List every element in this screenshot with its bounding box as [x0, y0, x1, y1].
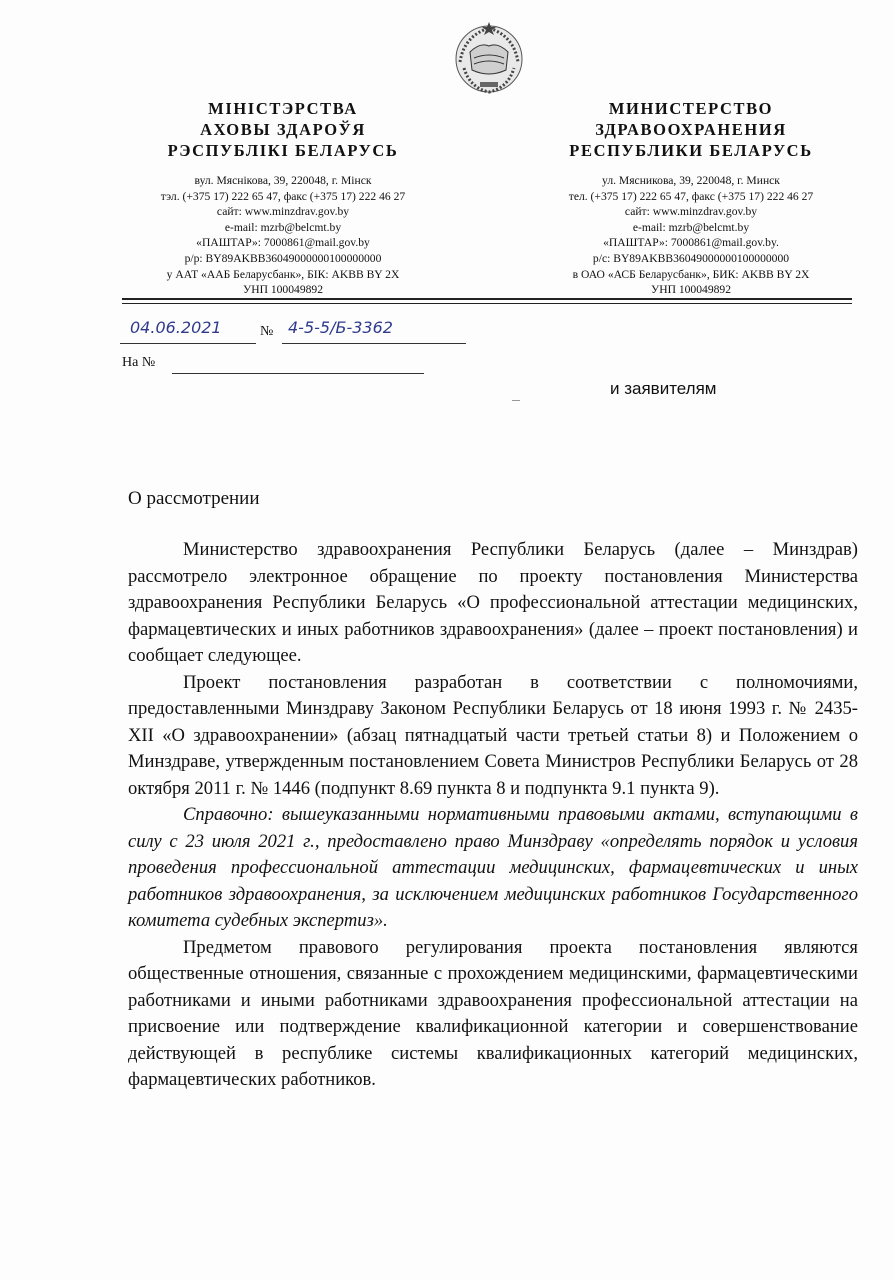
contact-line: «ПАШТАР»: 7000861@mail.gov.by.: [603, 236, 779, 250]
state-emblem-icon: [450, 18, 528, 96]
scan-speck: [512, 400, 520, 401]
org-line: АХОВЫ ЗДАРОЎЯ: [200, 120, 366, 139]
header-russian: [526, 98, 856, 298]
contact-line: сайт: www.minzdrav.gov.by: [624, 205, 758, 219]
org-line: МІНІСТЭРСТВА: [208, 99, 358, 118]
contact-line: у ААТ «ААБ Беларусбанк», БІК: AKBB BY 2X: [166, 267, 400, 281]
letter-body: [128, 537, 858, 1094]
contact-line: р/р: BY89AKBB36049000000100000000: [184, 251, 382, 265]
paragraph-reference: Справочно: вышеуказанными нормативными правовыми актами, вступающими в силу с 23 июля 2021 г., предоставлено право Минздраву «определять порядок и условия проведения профессиональной аттестации медицинских, фармацевтических и иных работников здравоохранения, за исключением медицинских работников Государственного комитета судебных экспертиз».: [128, 804, 858, 931]
org-line: РЕСПУБЛИКИ БЕЛАРУСЬ: [569, 141, 813, 160]
header-belarusian: [118, 98, 448, 298]
reply-to-underline: [172, 373, 424, 374]
date-underline: [120, 343, 256, 344]
contact-line: тел. (+375 17) 222 65 47, факс (+375 17) 222 46 27: [568, 189, 814, 203]
reply-to-label: На №: [122, 355, 156, 370]
contact-line: тэл. (+375 17) 222 65 47, факс (+375 17) 222 46 27: [160, 189, 406, 203]
paragraph: Проект постановления разработан в соответствии с полномочиями, предоставленными Минздраву Законом Республики Беларусь от 18 июня 1993 г. № 2435-XII «О здравоохранении» (абзац пятнадцатый части третьей статьи 8) и Положением о Минздраве, утвержденным постановлением Совета Министров Республики Беларусь от 28 октября 2011 г. № 1446 (подпункт 8.69 пункта 8 и подпункта 9.1 пункта 9).: [128, 671, 858, 799]
contacts-be: [118, 173, 448, 298]
org-name-ru: [526, 98, 856, 161]
paragraph: Предметом правового регулирования проекта постановления являются общественные отношения, связанные с прохождением медицинскими, фармацевтическими работниками и иными работниками здравоохранения профессиональной аттестации на присвоение или подтверждение квалификационной категории и совершенствование действующей в республике системы квалификационных категорий медицинских, фармацевтических работников.: [128, 936, 858, 1090]
org-line: ЗДРАВООХРАНЕНИЯ: [595, 120, 787, 139]
registration-number: 4-5-5/Б-3362: [288, 318, 393, 337]
subject-line: О рассмотрении: [128, 488, 260, 509]
contact-line: в ОАО «АСБ Беларусбанк», БИК: AKBB BY 2X: [572, 267, 810, 281]
addressee: и заявителям: [610, 379, 717, 398]
contact-line: «ПАШТАР»: 7000861@mail.gov.by: [196, 236, 370, 250]
contact-line: ул. Мясникова, 39, 220048, г. Минск: [602, 174, 780, 187]
org-name-be: [118, 98, 448, 161]
contact-line: e-mail: mzrb@belcmt.by: [632, 220, 750, 234]
contact-line: сайт: www.minzdrav.gov.by: [216, 205, 350, 219]
header-divider: [122, 298, 852, 300]
header-divider-thin: [122, 303, 852, 304]
number-underline: [282, 343, 466, 344]
contact-line: УНП 100049892: [242, 283, 324, 297]
contact-line: e-mail: mzrb@belcmt.by: [224, 220, 342, 234]
org-line: МИНИСТЕРСТВО: [608, 99, 774, 118]
contact-line: вул. Мяснікова, 39, 220048, г. Мінск: [194, 174, 372, 187]
registration-date: 04.06.2021: [130, 318, 222, 337]
contact-line: УНП 100049892: [650, 283, 732, 297]
contacts-ru: [526, 173, 856, 298]
org-line: РЭСПУБЛІКІ БЕЛАРУСЬ: [167, 141, 399, 160]
paragraph: Министерство здравоохранения Республики Беларусь (далее – Минздрав) рассмотрело электронное обращение по проекту постановления Министерства здравоохранения Республики Беларусь «О профессиональной аттестации медицинских, фармацевтических и иных работников здравоохранения» (далее – проект постановления) и сообщает следующее.: [128, 539, 858, 666]
registration-line: [120, 316, 480, 346]
contact-line: р/с: BY89AKBB36049000000100000000: [592, 251, 790, 265]
number-sign: №: [260, 324, 274, 339]
